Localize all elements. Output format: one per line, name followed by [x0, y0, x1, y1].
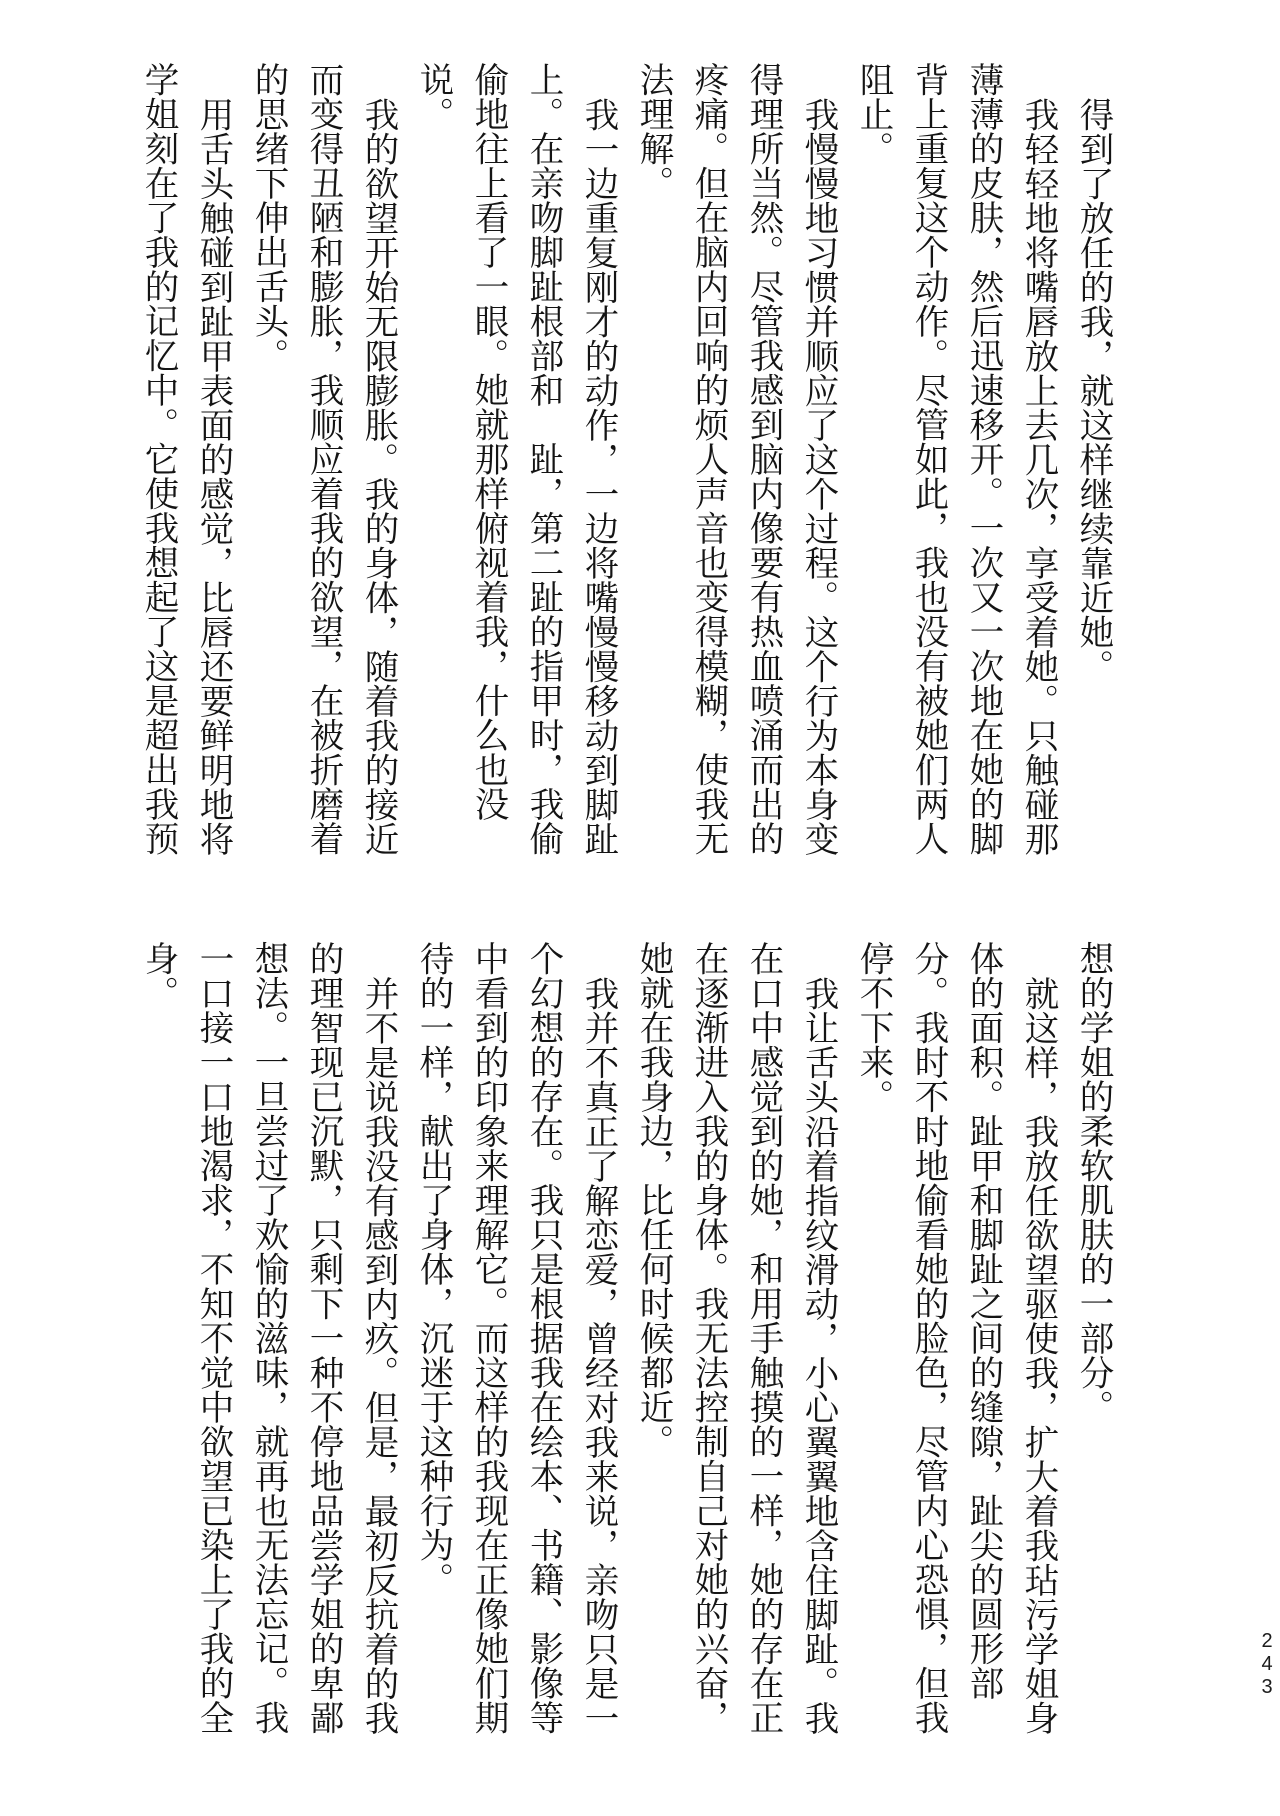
paragraph: 用舌头触碰到趾甲表面的感觉，比唇还要鲜明地将学姐刻在了我的记忆中。它使我想起了这是超出我预: [139, 62, 232, 856]
paragraph: 就这样，我放任欲望驱使我，扩大着我玷污学姐身体的面积。趾甲和脚趾之间的缝隙，趾尖的圆形部分。我时不时地偷看她的脸色，尽管内心恐惧，但我停不下来。: [854, 941, 1057, 1735]
paragraph: 我一边重复刚才的动作，一边将嘴慢慢移动到脚趾上。在亲吻脚趾根部和 趾，第二趾的指甲时，我偷偷地往上看了一眼。她就那样俯视着我，什么也没说。: [414, 62, 617, 856]
paragraph: 想的学姐的柔软肌肤的一部分。: [1074, 941, 1112, 1424]
paragraph: 我让舌头沿着指纹滑动，小心翼翼地含住脚趾。我在口中感觉到的她，和用手触摸的一样，她的存在正在逐渐进入我的身体。我无法控制自己对她的兴奋，她就在我身边，比任何时候都近。: [634, 941, 837, 1735]
text-block-bottom: [130, 941, 1120, 1735]
paragraph: 我轻轻地将嘴唇放上去几次，享受着她。只触碰那薄薄的皮肤，然后迅速移开。一次又一次地在她的脚背上重复这个动作。尽管如此，我也没有被她们两人阻止。: [854, 62, 1057, 856]
paragraph: 得到了放任的我，就这样继续靠近她。: [1074, 96, 1112, 683]
text-block-top: [130, 62, 1120, 856]
paragraph: 并不是说我没有感到内疚。但是，最初反抗着的我的理智现已沉默，只剩下一种不停地品尝学姐的卑鄙想法。一旦尝过了欢愉的滋味，就再也无法忘记。我一口接一口地渴求，不知不觉中欲望已染上了我的全身。: [139, 941, 397, 1735]
paragraph: 我并不真正了解恋爱，曾经对我来说，亲吻只是一个幻想的存在。我只是根据我在绘本、书籍、影像等中看到的印象来理解它。而这样的我现在正像她们期待的一样，献出了身体，沉迷于这种行为。: [414, 941, 617, 1735]
paragraph: 我的欲望开始无限膨胀。我的身体，随着我的接近而变得丑陋和膨胀，我顺应着我的欲望，在被折磨着的思绪下伸出舌头。: [249, 62, 397, 856]
paragraph: 我慢慢地习惯并顺应了这个过程。这个行为本身变得理所当然。尽管我感到脑内像要有热血喷涌而出的疼痛。但在脑内回响的烦人声音也变得模糊，使我无法理解。: [634, 62, 837, 856]
page-number: 243: [1256, 1630, 1278, 1699]
